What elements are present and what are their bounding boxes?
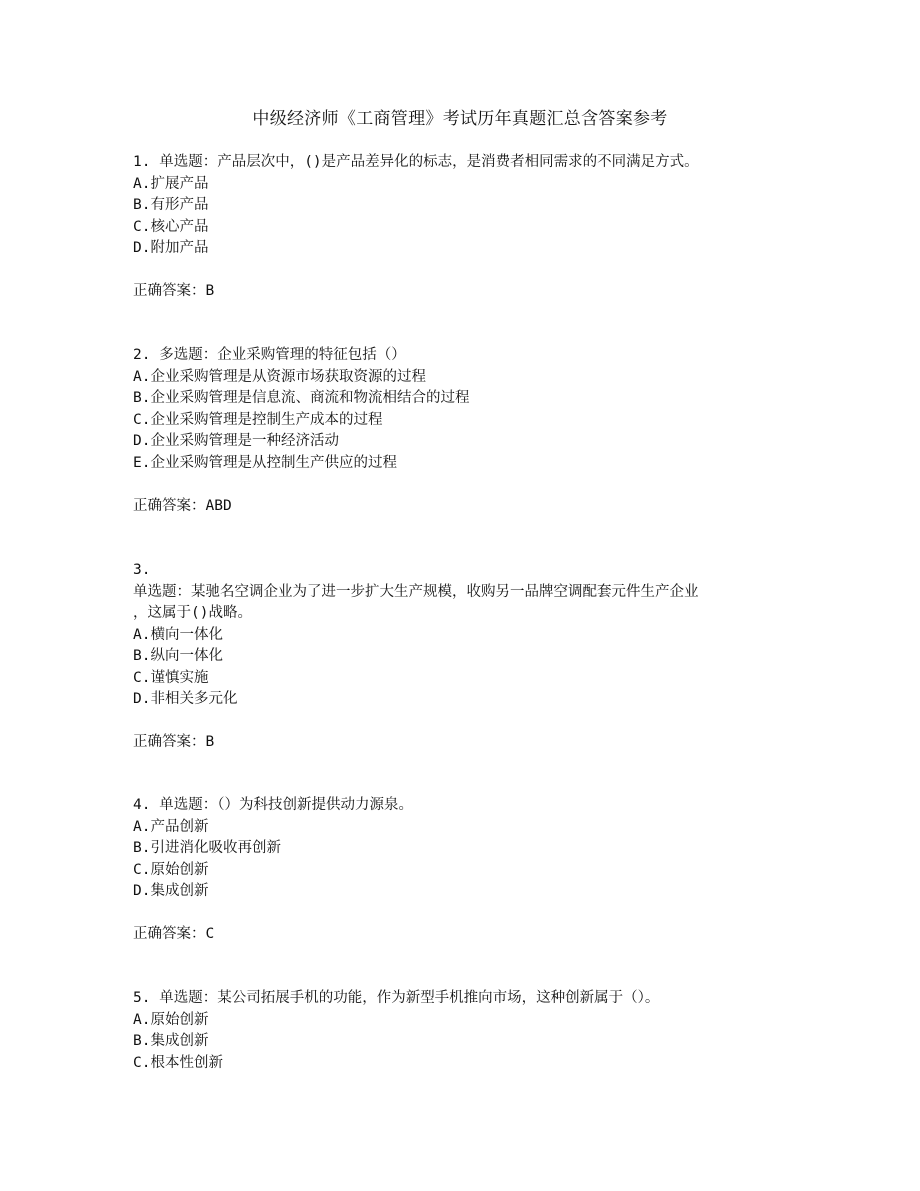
question-number: 3.	[133, 562, 151, 578]
option-d: D.企业采购管理是一种经济活动	[133, 433, 339, 449]
option-a: A.扩展产品	[133, 175, 209, 192]
question-4	[133, 795, 793, 946]
question-3	[133, 560, 793, 754]
option-b: B.有形产品	[133, 197, 209, 213]
question-stem: 单选题：某驰名空调企业为了进一步扩大生产规模，收购另一品牌空调配套元件生产企业	[133, 583, 699, 600]
question-stem: 1. 单选题：产品层次中，()是产品差异化的标志，是消费者相同需求的不同满足方式。	[133, 154, 699, 170]
option-e: E.企业采购管理是从控制生产供应的过程	[133, 454, 397, 471]
option-b: B.引进消化吸收再创新	[133, 840, 281, 856]
question-stem: 5. 单选题：某公司拓展手机的功能，作为新型手机推向市场，这种创新属于（）。	[133, 990, 660, 1006]
option-d: D.附加产品	[133, 240, 209, 256]
question-2	[133, 345, 793, 517]
option-b: B.集成创新	[133, 1033, 209, 1049]
option-c: C.原始创新	[133, 861, 209, 878]
option-d: D.集成创新	[133, 883, 209, 899]
document-title: 中级经济师《工商管理》考试历年真题汇总含答案参考	[252, 109, 668, 129]
correct-answer: 正确答案：ABD	[133, 497, 232, 514]
option-c: C.根本性创新	[133, 1054, 223, 1071]
option-b: B.纵向一体化	[133, 648, 223, 664]
option-c: C.谨慎实施	[133, 669, 209, 686]
option-c: C.核心产品	[133, 218, 209, 235]
question-stem: 2. 多选题：企业采购管理的特征包括（）	[133, 347, 406, 363]
option-a: A.原始创新	[133, 1011, 209, 1028]
correct-answer: 正确答案：B	[133, 283, 215, 299]
question-5	[133, 988, 793, 1074]
question-stem: 4. 单选题：（）为科技创新提供动力源泉。	[133, 797, 413, 813]
option-a: A.企业采购管理是从资源市场获取资源的过程	[133, 368, 426, 385]
correct-answer: 正确答案：B	[133, 734, 215, 750]
option-b: B.企业采购管理是信息流、商流和物流相结合的过程	[133, 390, 470, 406]
question-stem-continued: ，这属于()战略。	[133, 605, 252, 621]
question-1	[133, 152, 793, 303]
option-a: A.产品创新	[133, 818, 209, 835]
option-d: D.非相关多元化	[133, 691, 238, 707]
correct-answer: 正确答案：C	[133, 926, 215, 942]
option-a: A.横向一体化	[133, 626, 223, 643]
option-c: C.企业采购管理是控制生产成本的过程	[133, 411, 383, 428]
